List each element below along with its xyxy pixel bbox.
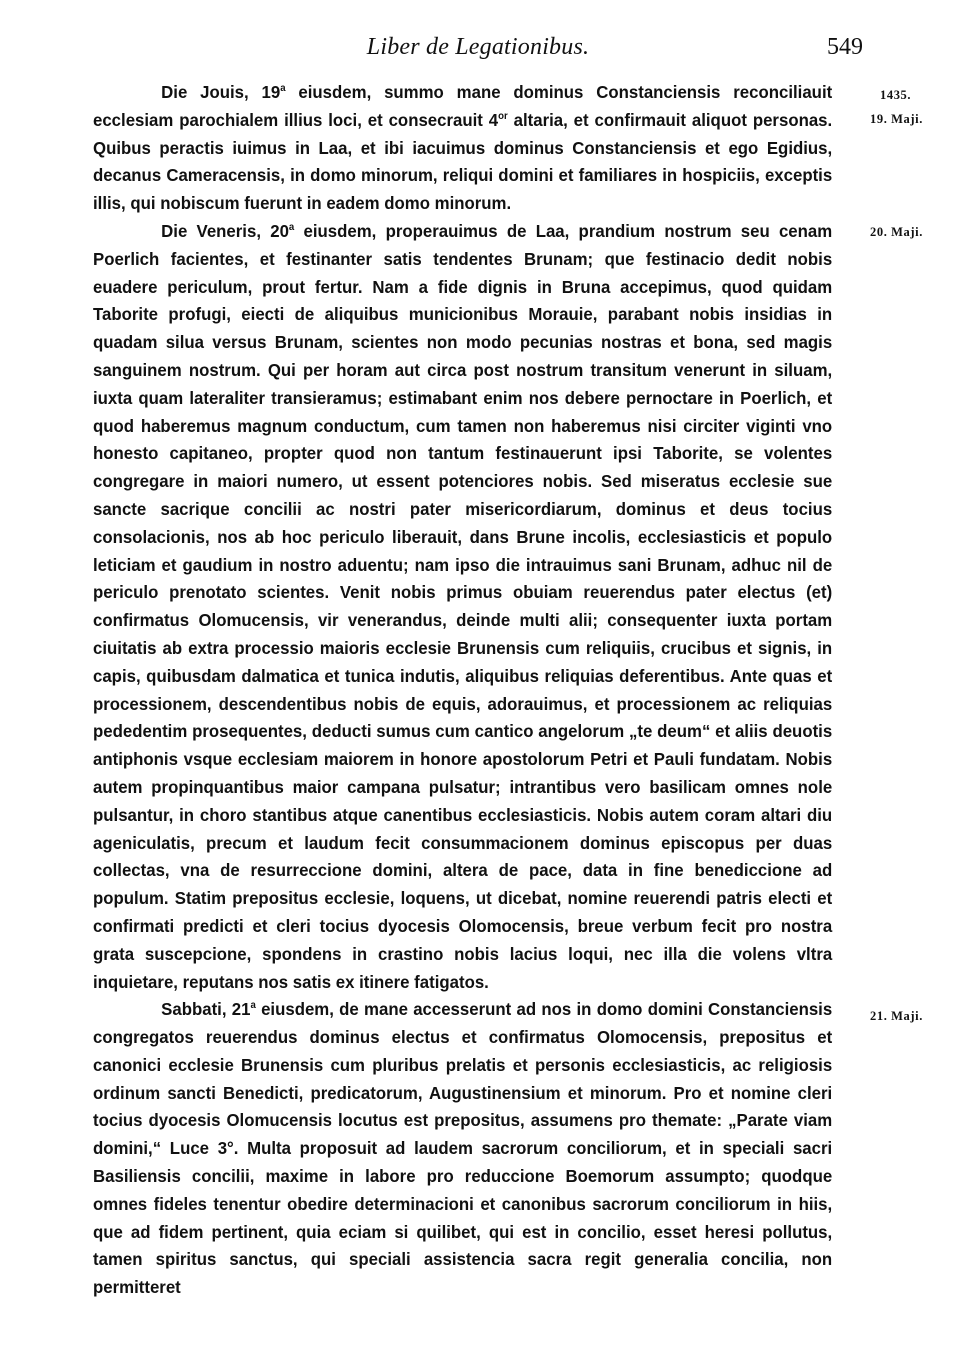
superscript: or bbox=[498, 110, 508, 122]
paragraph-text: eiusdem, properauimus de Laa, prandium nostrum seu cenam Poerlich facientes, et festinanter satis tendentes Brunam; que festinacio dedit nobis euadere periculum, prout fertur. Nam a fide dignis in Bruna accepimus, quod quidam Taborite profugi, eiecti de aliquibus municionibus Morauie, parabant nobis insidias in quadam silua versus Brunam, scientes non modo pecunias nostras et bona, sed magis sanguinem nostrum. Qui per horam aut circa post nostrum transitum venerunt in siluam, iuxta quam lateraliter transieramus; estimabant enim nos debere pernoctare in Poerlich, et quod haberemus magnum conductum, cum tamen non haberemus nisi circiter viginti vno honesto capitaneo, propter quod non tantum festinauerunt ipsi Taborite, se volentes congregare in maiori numero, ut essent potenciores nobis. Sed miseratus ecclesie sue sancte sacrique concilii ac nostri pater misericordiarum, dominus et deus tocius consolacionis, nos ab hoc periculo liberauit, dans Brune incolis, ecclesiasticis et populo leticiam et gaudium in nostro aduentu; nam ipso die intrauimus sani Brunam, adhuc nil de periculo prenotato scientes. Venit nobis primus obuiam reuerendus pater electus (et) confirmatus Olomucensis, vir venerandus, deinde multi alii; consequenter iuxta portam ciuitatis ab extra processio maioris ecclesie Brunensis cum reliquiis, crucibus et signis, in capis, quibusdam dalmatica et tunica indutis, aliquibus reliquias deferentibus. Ante quas et processionem, descendentibus nobis de equis, adorauimus, et processionem ac reliquias pededentim prosequentes, deducti sumus cum cantico angelorum „te deum“ et aliis deuotis antiphonis vsque ecclesiam maiorem in honore apostolorum Petri et Pauli fundatam. Nobis autem propinquantibus maior campana pulsatur; intrantibus vero basilicam omnes nole pulsantur, in choro stantibus atque canentibus ecclesiasticis. Nobis autem coram altari diu ageniculatis, precum et laudum fecit consummacionem dominus episcopus per duas collectas, vna de resurreccione domini, altera de pace, data in fine benediccione ad populum. Statim prepositus ecclesie, loquens, ut dicebat, nomine reuerendi patris electi et confirmati predicti et cleri tocius dyocesis Olomocensis, breue verbum fecit pro nostra grata suscepcione, spondens in crastino nobis lacius loqui, nec illa die volens vltra inquietare, reputans nos satis ex itinere fatigatos. bbox=[93, 220, 833, 992]
superscript: a bbox=[250, 1000, 256, 1012]
margin-note-date: 20. Maji. bbox=[870, 225, 923, 239]
paragraph-text: altaria, et confirmauit aliquot personas. Quibus peractis iuimus in Laa, et ibi iacuimus dominus Constanciensis et ego Egidius, decanus Cameracensis, in domo minorum, reliqui domini et familiares in hospiciis, exceptis illis, qui nobiscum fuerunt in eadem domo minorum. bbox=[93, 109, 833, 214]
margin-note-year: 1435. bbox=[880, 88, 912, 102]
paragraph-text: eiusdem, summo mane dominus Constanciensis reconciliauit ecclesiam parochialem illius loci, et consecrauit 4 bbox=[93, 82, 833, 130]
superscript: a bbox=[288, 222, 295, 234]
superscript: a bbox=[280, 83, 286, 95]
body-text bbox=[93, 79, 832, 1302]
margin-note-date: 19. Maji. bbox=[870, 112, 923, 126]
paragraph-text: eiusdem, de mane accesserunt ad nos in domo domini Constanciensis congregatos reuerendus dominus electus et confirmatus Olomocensis, prepositus et canonici ecclesie Brunensis cum pluribus prelatis et personis ecclesiasticis, ac religiosis ordinum sancti Benedicti, predicatorum, Augustinensium et minorum. Pro et nomine cleri tocius dyocesis Olomucensis locutus est prepositus, assumens pro themate: „Parate viam domini,“ Luce 3°. Multa proposuit ad laudem sacrorum conciliorum, et in speciali sacri Basiliensis concilii, maxime in labore pro reduccione Boemorum assumpto; quodque omnes fideles tenentur obedire determinacioni et canonibus sacrorum conciliorum in hiis, que ad fidem pertinent, quia eciam si quilibet, qui est in concilio, esset heresi pollutus, tamen spiritus sanctus, qui speciali assistencia sacra regit generalia concilia, non permitteret bbox=[93, 999, 833, 1298]
paragraph-text: Die Jouis, 19 bbox=[161, 82, 281, 102]
page-number: 549 bbox=[827, 34, 863, 60]
running-title: Liber de Legationibus. bbox=[366, 34, 590, 60]
margin-note-date: 21. Maji. bbox=[870, 1009, 923, 1023]
paragraph bbox=[93, 996, 832, 1302]
paragraph bbox=[93, 218, 832, 996]
paragraph-text: Sabbati, 21 bbox=[161, 999, 251, 1020]
running-head bbox=[93, 30, 863, 70]
paragraph bbox=[93, 79, 832, 218]
paragraph-text: Die Veneris, 20 bbox=[161, 220, 289, 241]
